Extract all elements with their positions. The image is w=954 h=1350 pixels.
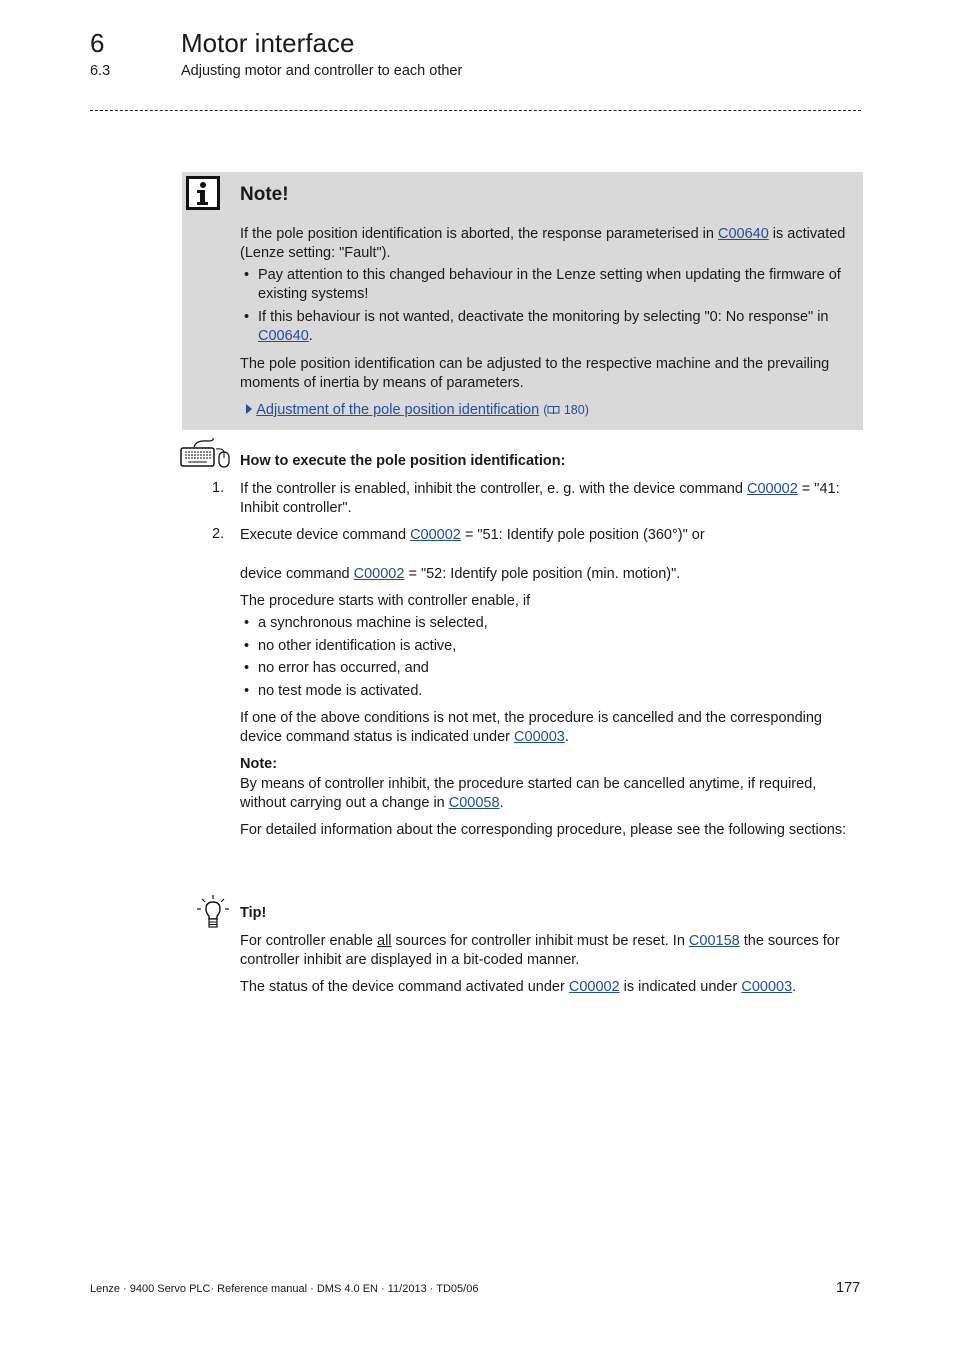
book-icon	[547, 405, 560, 415]
link-c00002-2[interactable]: C00002	[410, 527, 461, 543]
link-c00640-2[interactable]: C00640	[258, 328, 309, 344]
link-c00003-2[interactable]: C00003	[741, 979, 793, 995]
step-1-number: 1.	[212, 480, 225, 496]
footer-text: Lenze · 9400 Servo PLC· Reference manual · DMS 4.0 EN · 11/2013 · TD05/06	[90, 1283, 479, 1295]
xref-link[interactable]: Adjustment of the pole position identification	[256, 402, 540, 418]
chapter-title: Motor interface	[181, 28, 355, 58]
info-icon	[186, 176, 220, 210]
step-1: If the controller is enabled, inhibit the controller, e. g. with the device command C00002 = "41: Inhibit controller".	[240, 481, 840, 516]
xref-page: 180	[563, 403, 585, 417]
keyboard-mouse-icon	[180, 438, 232, 468]
note-xref[interactable]: Adjustment of the pole position identification ( 180)	[245, 401, 589, 420]
note-paragraph-2: The pole position identification can be adjusted to the respective machine and the prevailing moments of inertia by means of parameters.	[240, 356, 830, 391]
cancel-paragraph: If one of the above conditions is not met, the procedure is cancelled and the corresponding device command status is indicated under C00003.	[240, 710, 822, 745]
chapter-number: 6	[90, 28, 105, 58]
lightbulb-icon	[196, 895, 230, 929]
tip-paragraph-2: The status of the device command activated under C00002 is indicated under C00003.	[240, 979, 797, 995]
procedure-heading: How to execute the pole position identification:	[240, 453, 566, 469]
link-c00002-1[interactable]: C00002	[746, 481, 798, 497]
detail-paragraph: For detailed information about the corresponding procedure, please see the following sections:	[240, 822, 847, 838]
note-title: Note!	[240, 184, 289, 205]
step-2-number: 2.	[212, 526, 225, 542]
link-c00003-1[interactable]: C00003	[514, 729, 565, 745]
triangle-right-icon	[245, 403, 253, 415]
link-c00058[interactable]: C00058	[448, 795, 500, 811]
note-paragraph-1: If the pole position identification is aborted, the response parameterised in C00640 is activated (Lenze setting: "Fault").	[240, 226, 846, 261]
link-c00640[interactable]: C00640	[717, 226, 769, 242]
page-number: 177	[836, 1280, 861, 1296]
section-number: 6.3	[90, 63, 111, 79]
inline-note-label: Note:	[240, 756, 278, 772]
conditions-intro: The procedure starts with controller enable, if	[240, 593, 531, 609]
tip-title: Tip!	[240, 905, 267, 921]
section-title: Adjusting motor and controller to each other	[181, 63, 463, 79]
inline-note-text: By means of controller inhibit, the procedure started can be cancelled anytime, if required, without carrying out a change in C00058.	[240, 776, 817, 811]
link-c00002-3[interactable]: C00002	[353, 566, 405, 582]
step-2-alternative: device command C00002 = "52: Identify pole position (min. motion)".	[240, 566, 681, 582]
header-divider	[90, 110, 861, 111]
link-c00158[interactable]: C00158	[688, 933, 740, 949]
link-c00002-4[interactable]: C00002	[568, 979, 620, 995]
tip-paragraph-1: For controller enable all sources for controller inhibit must be reset. In C00158 the sources for controller inhibit are displayed in a bit-coded manner.	[240, 933, 840, 968]
step-2: Execute device command C00002 = "51: Identify pole position (360°)" or	[240, 527, 705, 543]
